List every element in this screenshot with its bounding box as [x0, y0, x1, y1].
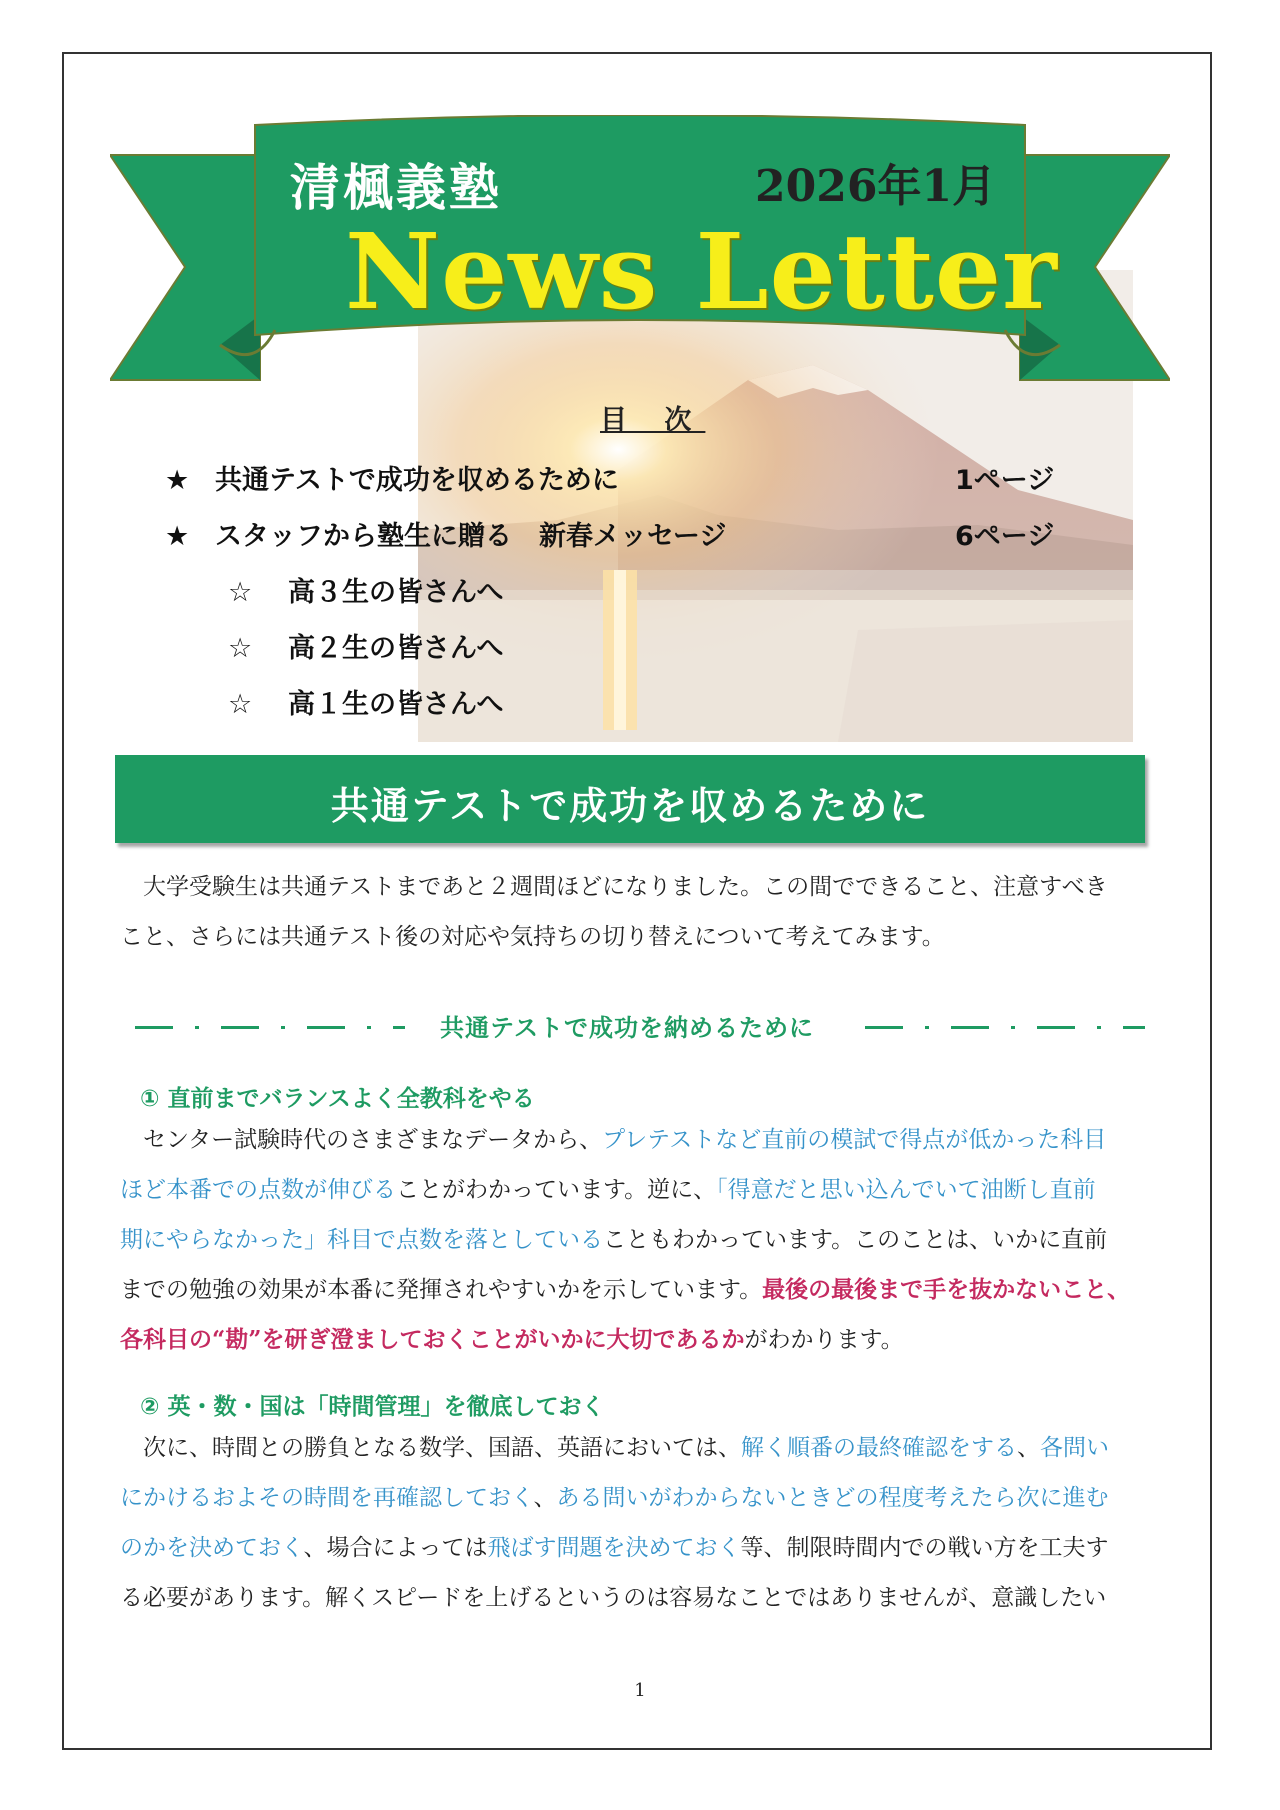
toc-subitem	[228, 626, 503, 665]
toc-item-label: 高１生の皆さんへ	[288, 689, 504, 720]
point-1-heading: ① 直前までバランスよく全教科をやる	[140, 1086, 535, 1112]
highlight-blue: 解く順番の最終確認をする	[741, 1435, 1017, 1461]
highlight-blue: にかけるおよその時間を再確認しておく	[120, 1485, 534, 1511]
toc-item-page: 6ページ	[955, 521, 1055, 552]
highlight-blue: のかを決めておく	[120, 1535, 304, 1561]
highlight-red: 最後の最後まで手を抜かないこと、	[762, 1276, 1131, 1303]
text-span: 、	[533, 1485, 557, 1511]
intro-line: こと、さらには共通テスト後の対応や気持ちの切り替えについて考えてみます。	[120, 924, 945, 950]
point-2-line-3	[120, 1523, 1160, 1573]
text-span: がわかります。	[744, 1327, 904, 1353]
page-number: 1	[634, 1680, 646, 1701]
dash-dot-line-right	[865, 1025, 1145, 1029]
dash-dot-line-left	[135, 1025, 405, 1029]
toc-heading: 目 次	[600, 405, 706, 436]
text-span: る必要があります。解くスピードを上げるというのは容易なことではありませんが、意識したい	[120, 1585, 1107, 1611]
highlight-blue: 各問い	[1040, 1435, 1109, 1461]
point-2-heading: ② 英・数・国は「時間管理」を徹底しておく	[140, 1394, 605, 1420]
toc-item-label: 共通テストで成功を収めるために	[215, 465, 619, 496]
divider-title: 共通テストで成功を納めるために	[440, 1014, 815, 1042]
highlight-blue: ある問いがわからないときどの程度考えたら次に進む	[556, 1485, 1109, 1511]
highlight-blue: 期にやらなかった」科目で点数を落としている	[120, 1227, 603, 1253]
text-span: こともわかっています。このことは、いかに直前	[603, 1227, 1108, 1253]
section-header-bar	[115, 755, 1145, 843]
toc-item-label: 高３生の皆さんへ	[288, 577, 504, 608]
highlight-blue: 飛ばす問題を決めておく	[487, 1535, 741, 1561]
intro-line: 大学受験生は共通テストまであと２週間ほどになりました。この間でできること、注意すべき	[143, 874, 1108, 900]
highlight-blue: 「得意だと思い込んでいて油断し直前	[716, 1177, 1096, 1203]
toc-item	[165, 458, 619, 497]
text-span: 等、制限時間内での戦い方を工夫す	[740, 1535, 1109, 1561]
star-outline-icon: ☆	[228, 689, 253, 720]
highlight-blue: プレテストなど直前の模試で得点が低かった科目	[602, 1127, 1107, 1153]
star-outline-icon: ☆	[228, 577, 253, 608]
point-2-line-4	[120, 1573, 1160, 1623]
star-filled-icon: ★	[165, 521, 190, 552]
toc-subitem	[228, 570, 503, 609]
text-span: 次に、時間との勝負となる数学、国語、英語においては、	[143, 1435, 741, 1461]
star-filled-icon: ★	[165, 465, 190, 496]
issue-date: 2026年1月	[755, 161, 997, 212]
toc-item-label: スタッフから塾生に贈る 新春メッセージ	[215, 521, 727, 552]
newsletter-title: News Letter	[345, 210, 1058, 333]
highlight-blue: ほど本番での点数が伸びる	[120, 1177, 396, 1203]
intro-paragraph-cont	[120, 912, 1160, 962]
point-2-line-2	[120, 1473, 1160, 1523]
point-1-line-3	[120, 1215, 1160, 1265]
star-outline-icon: ☆	[228, 633, 253, 664]
school-name: 清楓義塾	[290, 159, 502, 217]
point-1-line-1	[120, 1115, 1160, 1165]
text-span: までの勉強の効果が本番に発揮されやすいかを示しています。	[120, 1277, 763, 1303]
toc-subitem	[228, 682, 503, 721]
toc-item-page: 1ページ	[955, 465, 1055, 496]
highlight-red: 各科目の“勘”を研ぎ澄ましておくことがいかに大切であるか	[120, 1326, 745, 1353]
point-1-line-4	[120, 1265, 1160, 1315]
toc-item-label: 高２生の皆さんへ	[288, 633, 504, 664]
text-span: ことがわかっています。逆に、	[396, 1177, 717, 1203]
point-2-line-1	[120, 1423, 1160, 1473]
section-divider	[135, 1008, 1145, 1048]
section-title: 共通テストで成功を収めるために	[330, 784, 930, 828]
text-span: 、場合によっては	[303, 1535, 488, 1561]
toc-item	[165, 514, 726, 553]
point-1-line-2	[120, 1165, 1160, 1215]
text-span: センター試験時代のさまざまなデータから、	[143, 1127, 603, 1153]
text-span: 、	[1017, 1435, 1040, 1461]
point-1-line-5	[120, 1315, 1160, 1365]
intro-paragraph	[120, 862, 1160, 912]
